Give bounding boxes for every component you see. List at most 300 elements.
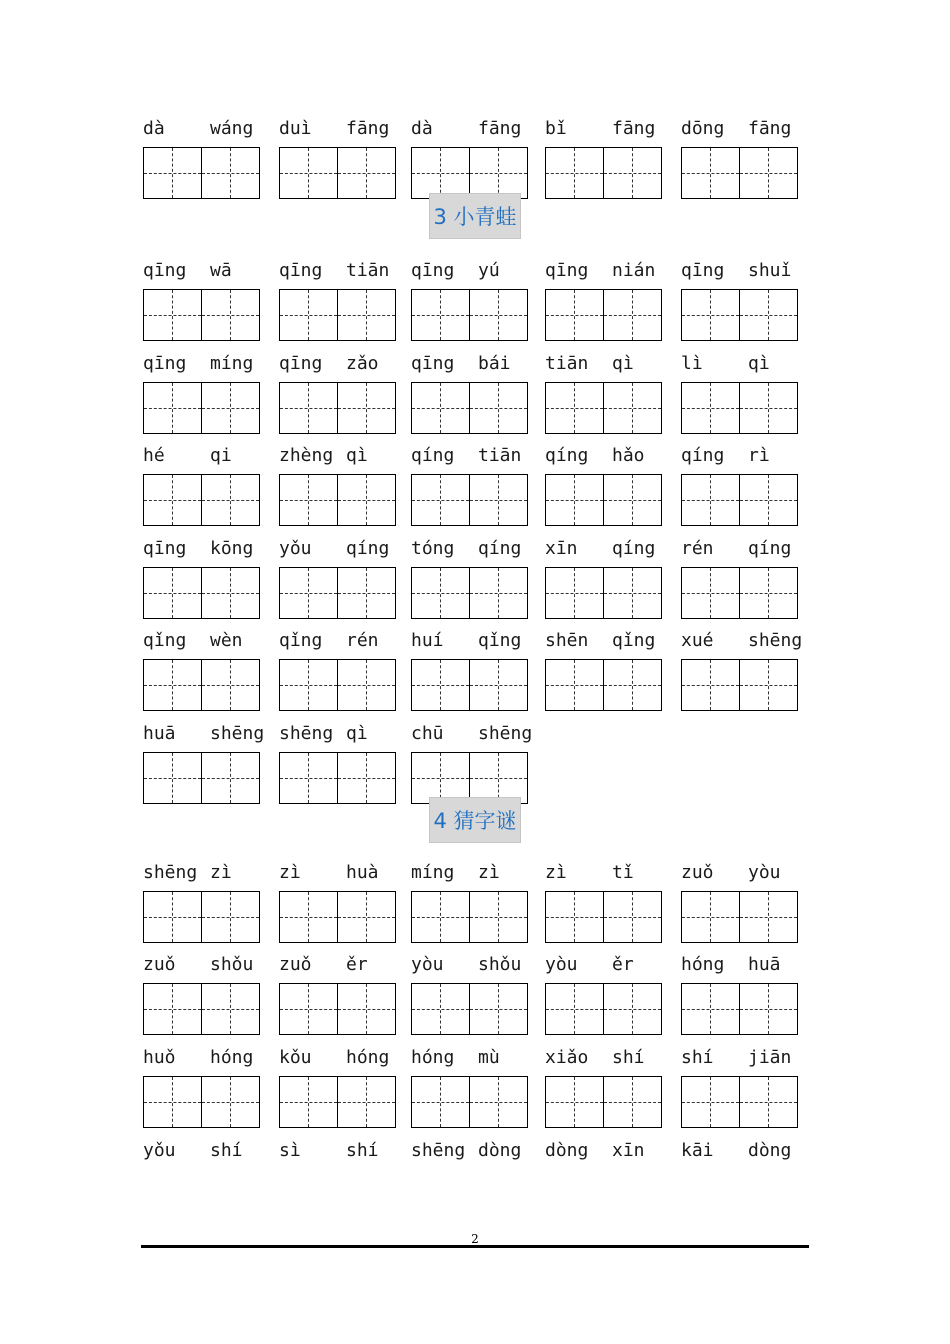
tian-zi-cell[interactable] <box>470 383 528 433</box>
guide-line-horizontal <box>740 315 798 316</box>
tian-zi-cell[interactable] <box>202 148 260 198</box>
guide-line-horizontal <box>144 173 201 174</box>
pinyin-syllable: qīng <box>411 353 455 374</box>
tian-zi-cell[interactable] <box>740 383 798 433</box>
pinyin-syllable: shēng <box>279 723 334 744</box>
tian-zi-cell[interactable] <box>202 475 260 525</box>
tian-zi-cell[interactable] <box>604 1077 662 1127</box>
guide-line-horizontal <box>338 408 396 409</box>
guide-line-horizontal <box>546 315 603 316</box>
tian-zi-cell[interactable] <box>470 892 528 942</box>
writing-grid[interactable] <box>545 659 662 711</box>
tian-zi-cell[interactable] <box>144 660 202 710</box>
pinyin-syllable: zì <box>279 862 301 883</box>
guide-line-horizontal <box>338 685 396 686</box>
tian-zi-cell[interactable] <box>338 290 396 340</box>
tian-zi-cell[interactable] <box>682 984 740 1034</box>
guide-line-horizontal <box>604 315 662 316</box>
guide-line-horizontal <box>280 1102 337 1103</box>
writing-grid[interactable] <box>545 1076 662 1128</box>
pinyin-syllable: qīng <box>681 260 725 281</box>
guide-line-horizontal <box>740 408 798 409</box>
guide-line-horizontal <box>470 1102 528 1103</box>
pinyin-syllable: rén <box>346 630 379 651</box>
tian-zi-cell[interactable] <box>412 290 470 340</box>
tian-zi-cell[interactable] <box>280 660 338 710</box>
pinyin-syllable: lì <box>681 353 703 374</box>
tian-zi-cell[interactable] <box>604 568 662 618</box>
pinyin-syllable: huí <box>411 630 444 651</box>
tian-zi-cell[interactable] <box>280 1077 338 1127</box>
pinyin-syllable: zuǒ <box>143 954 176 975</box>
pinyin-syllable: qíng <box>545 445 589 466</box>
guide-line-horizontal <box>546 1102 603 1103</box>
tian-zi-cell[interactable] <box>338 892 396 942</box>
guide-line-horizontal <box>338 778 396 779</box>
writing-grid[interactable] <box>143 752 260 804</box>
pinyin-syllable: shí <box>612 1047 645 1068</box>
tian-zi-cell[interactable] <box>144 984 202 1034</box>
tian-zi-cell[interactable] <box>202 984 260 1034</box>
tian-zi-cell[interactable] <box>202 1077 260 1127</box>
tian-zi-cell[interactable] <box>412 984 470 1034</box>
pinyin-syllable: bái <box>478 353 511 374</box>
pinyin-syllable: dòng <box>478 1140 522 1161</box>
writing-grid[interactable] <box>143 659 260 711</box>
tian-zi-cell[interactable] <box>412 148 470 198</box>
tian-zi-cell[interactable] <box>470 568 528 618</box>
pinyin-syllable: xiǎo <box>545 1047 589 1068</box>
tian-zi-cell[interactable] <box>144 568 202 618</box>
guide-line-horizontal <box>740 1009 798 1010</box>
tian-zi-cell[interactable] <box>546 290 604 340</box>
tian-zi-cell[interactable] <box>412 753 470 803</box>
tian-zi-cell[interactable] <box>144 753 202 803</box>
guide-line-horizontal <box>470 917 528 918</box>
pinyin-syllable: tǐ <box>612 862 634 883</box>
pinyin-syllable: zì <box>545 862 567 883</box>
tian-zi-cell[interactable] <box>144 148 202 198</box>
pinyin-syllable: míng <box>210 353 254 374</box>
tian-zi-cell[interactable] <box>144 475 202 525</box>
pinyin-syllable: shēng <box>411 1140 466 1161</box>
guide-line-horizontal <box>470 173 528 174</box>
guide-line-horizontal <box>604 1009 662 1010</box>
pinyin-syllable: hóng <box>681 954 725 975</box>
writing-grid[interactable] <box>681 891 798 943</box>
guide-line-horizontal <box>604 685 662 686</box>
writing-grid[interactable] <box>681 1076 798 1128</box>
pinyin-syllable: xīn <box>612 1140 645 1161</box>
pinyin-syllable: hóng <box>210 1047 254 1068</box>
tian-zi-cell[interactable] <box>280 892 338 942</box>
pinyin-syllable: xué <box>681 630 714 651</box>
guide-line-horizontal <box>144 778 201 779</box>
guide-line-horizontal <box>604 173 662 174</box>
pinyin-syllable: dòng <box>545 1140 589 1161</box>
guide-line-horizontal <box>682 315 739 316</box>
pinyin-syllable: qì <box>346 723 368 744</box>
tian-zi-cell[interactable] <box>144 383 202 433</box>
guide-line-horizontal <box>144 315 201 316</box>
guide-line-horizontal <box>280 593 337 594</box>
tian-zi-cell[interactable] <box>280 475 338 525</box>
tian-zi-cell[interactable] <box>202 660 260 710</box>
tian-zi-cell[interactable] <box>280 383 338 433</box>
pinyin-syllable: shēng <box>748 630 803 651</box>
pinyin-syllable: hóng <box>411 1047 455 1068</box>
pinyin-syllable: qi <box>210 445 232 466</box>
pinyin-syllable: duì <box>279 118 312 139</box>
tian-zi-cell[interactable] <box>604 892 662 942</box>
guide-line-horizontal <box>412 593 469 594</box>
pinyin-syllable: dà <box>143 118 165 139</box>
pinyin-syllable: kǒu <box>279 1047 312 1068</box>
writing-grid[interactable] <box>143 1076 260 1128</box>
tian-zi-cell[interactable] <box>546 148 604 198</box>
guide-line-horizontal <box>202 1009 260 1010</box>
tian-zi-cell[interactable] <box>470 290 528 340</box>
writing-grid[interactable] <box>411 567 528 619</box>
pinyin-syllable: tiān <box>545 353 589 374</box>
guide-line-horizontal <box>144 1009 201 1010</box>
pinyin-syllable: zuǒ <box>681 862 714 883</box>
writing-grid[interactable] <box>411 659 528 711</box>
writing-grid[interactable] <box>411 147 528 199</box>
writing-grid[interactable] <box>545 474 662 526</box>
tian-zi-cell[interactable] <box>682 383 740 433</box>
guide-line-horizontal <box>740 593 798 594</box>
pinyin-syllable: hé <box>143 445 165 466</box>
writing-grid[interactable] <box>279 474 396 526</box>
tian-zi-cell[interactable] <box>412 568 470 618</box>
writing-grid[interactable] <box>279 1076 396 1128</box>
pinyin-syllable: qīng <box>545 260 589 281</box>
writing-grid[interactable] <box>279 147 396 199</box>
tian-zi-cell[interactable] <box>280 148 338 198</box>
guide-line-horizontal <box>202 685 260 686</box>
tian-zi-cell[interactable] <box>740 475 798 525</box>
guide-line-horizontal <box>604 1102 662 1103</box>
guide-line-horizontal <box>144 685 201 686</box>
tian-zi-cell[interactable] <box>144 892 202 942</box>
pinyin-syllable: qì <box>346 445 368 466</box>
pinyin-syllable: zhèng <box>279 445 334 466</box>
tian-zi-cell[interactable] <box>202 753 260 803</box>
guide-line-horizontal <box>604 408 662 409</box>
tian-zi-cell[interactable] <box>202 290 260 340</box>
guide-line-horizontal <box>280 408 337 409</box>
guide-line-horizontal <box>144 500 201 501</box>
guide-line-horizontal <box>604 500 662 501</box>
pinyin-syllable: bǐ <box>545 118 567 139</box>
tian-zi-cell[interactable] <box>202 383 260 433</box>
pinyin-syllable: hǎo <box>612 445 645 466</box>
writing-grid[interactable] <box>681 567 798 619</box>
guide-line-horizontal <box>338 173 396 174</box>
guide-line-horizontal <box>412 173 469 174</box>
pinyin-syllable: xīn <box>545 538 578 559</box>
tian-zi-cell[interactable] <box>338 753 396 803</box>
guide-line-horizontal <box>682 500 739 501</box>
writing-grid[interactable] <box>545 382 662 434</box>
pinyin-syllable: qīng <box>143 353 187 374</box>
writing-grid[interactable] <box>545 147 662 199</box>
tian-zi-cell[interactable] <box>740 148 798 198</box>
tian-zi-cell[interactable] <box>682 1077 740 1127</box>
pinyin-syllable: tiān <box>478 445 522 466</box>
pinyin-syllable: yòu <box>748 862 781 883</box>
pinyin-syllable: shí <box>346 1140 379 1161</box>
pinyin-syllable: mù <box>478 1047 500 1068</box>
writing-grid[interactable] <box>143 147 260 199</box>
pinyin-syllable: ěr <box>346 954 368 975</box>
pinyin-syllable: qì <box>612 353 634 374</box>
tian-zi-cell[interactable] <box>338 1077 396 1127</box>
tian-zi-cell[interactable] <box>412 475 470 525</box>
pinyin-syllable: qīng <box>143 260 187 281</box>
pinyin-syllable: zuǒ <box>279 954 312 975</box>
guide-line-horizontal <box>546 917 603 918</box>
writing-grid[interactable] <box>681 983 798 1035</box>
tian-zi-cell[interactable] <box>280 290 338 340</box>
writing-grid[interactable] <box>681 147 798 199</box>
guide-line-horizontal <box>546 685 603 686</box>
writing-grid[interactable] <box>143 289 260 341</box>
guide-line-horizontal <box>412 778 469 779</box>
writing-grid[interactable] <box>143 983 260 1035</box>
pinyin-syllable: jiān <box>748 1047 792 1068</box>
tian-zi-cell[interactable] <box>338 568 396 618</box>
section-title: 3 小青蛙 <box>429 193 521 239</box>
pinyin-syllable: huǒ <box>143 1047 176 1068</box>
pinyin-syllable: yǒu <box>279 538 312 559</box>
tian-zi-cell[interactable] <box>740 984 798 1034</box>
guide-line-horizontal <box>546 500 603 501</box>
tian-zi-cell[interactable] <box>470 1077 528 1127</box>
writing-grid[interactable] <box>279 289 396 341</box>
tian-zi-cell[interactable] <box>280 984 338 1034</box>
writing-grid[interactable] <box>411 1076 528 1128</box>
pinyin-syllable: zì <box>478 862 500 883</box>
tian-zi-cell[interactable] <box>470 475 528 525</box>
guide-line-horizontal <box>202 500 260 501</box>
guide-line-horizontal <box>202 778 260 779</box>
guide-line-horizontal <box>280 685 337 686</box>
pinyin-syllable: chū <box>411 723 444 744</box>
tian-zi-cell[interactable] <box>338 660 396 710</box>
tian-zi-cell[interactable] <box>470 660 528 710</box>
pinyin-syllable: zì <box>210 862 232 883</box>
guide-line-horizontal <box>202 315 260 316</box>
guide-line-horizontal <box>470 593 528 594</box>
pinyin-syllable: hóng <box>346 1047 390 1068</box>
pinyin-syllable: tóng <box>411 538 455 559</box>
tian-zi-cell[interactable] <box>546 1077 604 1127</box>
tian-zi-cell[interactable] <box>546 660 604 710</box>
writing-grid[interactable] <box>545 567 662 619</box>
guide-line-horizontal <box>470 778 528 779</box>
tian-zi-cell[interactable] <box>740 568 798 618</box>
pinyin-syllable: wā <box>210 260 232 281</box>
tian-zi-cell[interactable] <box>412 383 470 433</box>
guide-line-horizontal <box>682 1009 739 1010</box>
guide-line-horizontal <box>144 1102 201 1103</box>
pinyin-syllable: zǎo <box>346 353 379 374</box>
pinyin-syllable: shí <box>681 1047 714 1068</box>
tian-zi-cell[interactable] <box>740 892 798 942</box>
tian-zi-cell[interactable] <box>470 984 528 1034</box>
tian-zi-cell[interactable] <box>604 290 662 340</box>
tian-zi-cell[interactable] <box>546 383 604 433</box>
pinyin-syllable: rì <box>748 445 770 466</box>
tian-zi-cell[interactable] <box>604 383 662 433</box>
tian-zi-cell[interactable] <box>740 290 798 340</box>
pinyin-syllable: yòu <box>411 954 444 975</box>
tian-zi-cell[interactable] <box>604 660 662 710</box>
writing-grid[interactable] <box>411 474 528 526</box>
tian-zi-cell[interactable] <box>682 660 740 710</box>
guide-line-horizontal <box>338 315 396 316</box>
pinyin-syllable: qīng <box>143 538 187 559</box>
pinyin-syllable: dà <box>411 118 433 139</box>
pinyin-syllable: fāng <box>478 118 522 139</box>
tian-zi-cell[interactable] <box>682 568 740 618</box>
tian-zi-cell[interactable] <box>338 383 396 433</box>
writing-grid[interactable] <box>143 382 260 434</box>
tian-zi-cell[interactable] <box>280 753 338 803</box>
writing-grid[interactable] <box>279 659 396 711</box>
writing-grid[interactable] <box>545 983 662 1035</box>
pinyin-syllable: fāng <box>612 118 656 139</box>
guide-line-horizontal <box>740 685 798 686</box>
guide-line-horizontal <box>470 500 528 501</box>
writing-grid[interactable] <box>143 891 260 943</box>
guide-line-horizontal <box>202 917 260 918</box>
pinyin-syllable: qǐng <box>612 630 656 651</box>
tian-zi-cell[interactable] <box>546 984 604 1034</box>
writing-grid[interactable] <box>545 891 662 943</box>
writing-grid[interactable] <box>681 474 798 526</box>
writing-grid[interactable] <box>411 891 528 943</box>
pinyin-syllable: yú <box>478 260 500 281</box>
tian-zi-cell[interactable] <box>682 892 740 942</box>
tian-zi-cell[interactable] <box>682 475 740 525</box>
pinyin-syllable: qíng <box>478 538 522 559</box>
writing-grid[interactable] <box>681 382 798 434</box>
tian-zi-cell[interactable] <box>202 568 260 618</box>
tian-zi-cell[interactable] <box>280 568 338 618</box>
writing-grid[interactable] <box>279 382 396 434</box>
tian-zi-cell[interactable] <box>412 1077 470 1127</box>
guide-line-horizontal <box>202 1102 260 1103</box>
guide-line-horizontal <box>682 408 739 409</box>
tian-zi-cell[interactable] <box>338 984 396 1034</box>
guide-line-horizontal <box>202 593 260 594</box>
tian-zi-cell[interactable] <box>604 475 662 525</box>
pinyin-syllable: fāng <box>346 118 390 139</box>
writing-grid[interactable] <box>279 752 396 804</box>
tian-zi-cell[interactable] <box>740 1077 798 1127</box>
tian-zi-cell[interactable] <box>202 892 260 942</box>
tian-zi-cell[interactable] <box>604 148 662 198</box>
guide-line-horizontal <box>338 500 396 501</box>
guide-line-horizontal <box>202 408 260 409</box>
pinyin-syllable: huā <box>143 723 176 744</box>
pinyin-syllable: dōng <box>681 118 725 139</box>
pinyin-syllable: yǒu <box>143 1140 176 1161</box>
guide-line-horizontal <box>470 408 528 409</box>
guide-line-horizontal <box>338 1102 396 1103</box>
writing-grid[interactable] <box>681 289 798 341</box>
tian-zi-cell[interactable] <box>470 753 528 803</box>
pinyin-syllable: huà <box>346 862 379 883</box>
pinyin-syllable: qīng <box>411 260 455 281</box>
guide-line-horizontal <box>470 315 528 316</box>
writing-grid[interactable] <box>279 983 396 1035</box>
tian-zi-cell[interactable] <box>144 1077 202 1127</box>
guide-line-horizontal <box>412 1102 469 1103</box>
guide-line-horizontal <box>546 1009 603 1010</box>
tian-zi-cell[interactable] <box>682 148 740 198</box>
pinyin-syllable: shēng <box>143 862 198 883</box>
pinyin-syllable: shuǐ <box>748 260 792 281</box>
writing-grid[interactable] <box>545 289 662 341</box>
guide-line-horizontal <box>546 173 603 174</box>
tian-zi-cell[interactable] <box>338 148 396 198</box>
tian-zi-cell[interactable] <box>740 660 798 710</box>
pinyin-syllable: sì <box>279 1140 301 1161</box>
tian-zi-cell[interactable] <box>604 984 662 1034</box>
writing-grid[interactable] <box>279 891 396 943</box>
guide-line-horizontal <box>338 593 396 594</box>
guide-line-horizontal <box>740 173 798 174</box>
pinyin-syllable: kāi <box>681 1140 714 1161</box>
writing-grid[interactable] <box>279 567 396 619</box>
writing-grid[interactable] <box>411 382 528 434</box>
tian-zi-cell[interactable] <box>682 290 740 340</box>
tian-zi-cell[interactable] <box>546 892 604 942</box>
guide-line-horizontal <box>144 408 201 409</box>
guide-line-horizontal <box>470 685 528 686</box>
pinyin-syllable: qíng <box>748 538 792 559</box>
writing-grid[interactable] <box>143 567 260 619</box>
tian-zi-cell[interactable] <box>338 475 396 525</box>
guide-line-horizontal <box>412 1009 469 1010</box>
pinyin-syllable: shí <box>210 1140 243 1161</box>
writing-grid[interactable] <box>411 289 528 341</box>
tian-zi-cell[interactable] <box>412 660 470 710</box>
tian-zi-cell[interactable] <box>144 290 202 340</box>
writing-grid[interactable] <box>681 659 798 711</box>
writing-grid[interactable] <box>411 983 528 1035</box>
guide-line-horizontal <box>144 593 201 594</box>
tian-zi-cell[interactable] <box>546 568 604 618</box>
page-number: 2 <box>471 1232 479 1246</box>
tian-zi-cell[interactable] <box>546 475 604 525</box>
tian-zi-cell[interactable] <box>412 892 470 942</box>
guide-line-horizontal <box>280 1009 337 1010</box>
pinyin-syllable: qǐng <box>478 630 522 651</box>
pinyin-syllable: míng <box>411 862 455 883</box>
tian-zi-cell[interactable] <box>470 148 528 198</box>
pinyin-syllable: qīng <box>279 353 323 374</box>
pinyin-syllable: yòu <box>545 954 578 975</box>
guide-line-horizontal <box>412 685 469 686</box>
pinyin-syllable: nián <box>612 260 656 281</box>
guide-line-horizontal <box>280 315 337 316</box>
writing-grid[interactable] <box>143 474 260 526</box>
